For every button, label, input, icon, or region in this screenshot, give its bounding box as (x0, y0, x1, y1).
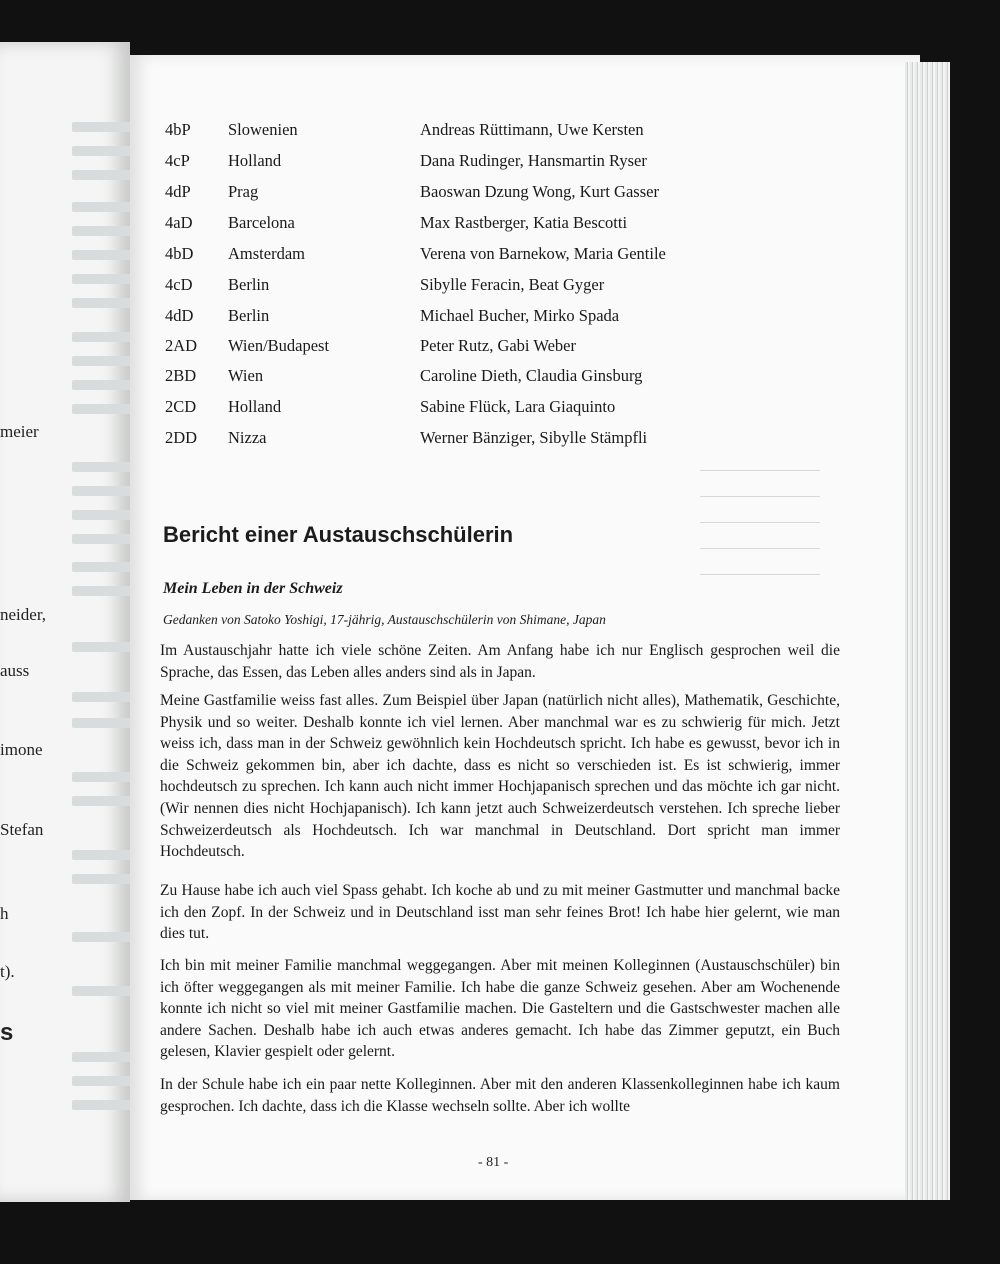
article-subtitle: Mein Leben in der Schweiz (163, 580, 343, 597)
left-page-fragment: t). (0, 962, 15, 981)
article-heading: Bericht einer Austauschschülerin (163, 522, 514, 547)
class-cell: 2CD (165, 397, 197, 416)
article-paragraph: Zu Hause habe ich auch viel Spass gehabt. Ich koche ab und zu mit meiner Gastmutter und manchmal backe ich den Zopf. In der Schweiz und in Deutschland isst man sehr feines Brot! Ich habe hier gelernt, wie man dies tut. (160, 882, 840, 943)
class-cell: 4dD (165, 306, 194, 325)
class-cell: 4bD (165, 244, 194, 263)
table-row (165, 397, 765, 421)
destination-cell: Berlin (228, 306, 270, 325)
destination-cell: Holland (228, 151, 282, 170)
table-row (165, 213, 765, 237)
left-page-fragment: neider, (0, 605, 47, 624)
class-cell: 2DD (165, 428, 198, 447)
page-number: - 81 - (478, 1155, 509, 1170)
teachers-cell: Sabine Flück, Lara Giaquinto (420, 397, 616, 416)
teachers-cell: Andreas Rüttimann, Uwe Kersten (420, 120, 644, 139)
destination-cell: Berlin (228, 275, 270, 294)
left-page-fragment: auss (0, 661, 30, 680)
table-row (165, 428, 765, 452)
teachers-cell: Peter Rutz, Gabi Weber (420, 336, 576, 355)
teachers-cell: Michael Bucher, Mirko Spada (420, 306, 620, 325)
class-cell: 4dP (165, 182, 191, 201)
left-page-fragment: s (0, 1019, 14, 1046)
teachers-cell: Werner Bänziger, Sibylle Stämpfli (420, 428, 648, 447)
teachers-cell: Max Rastberger, Katia Bescotti (420, 213, 628, 232)
destination-cell: Slowenien (228, 120, 298, 139)
table-row (165, 336, 765, 360)
left-page-fragment: Stefan (0, 820, 44, 839)
destination-cell: Wien/Budapest (228, 336, 330, 355)
class-cell: 2BD (165, 366, 197, 385)
destination-cell: Prag (228, 182, 259, 201)
table-row (165, 244, 765, 268)
table-row (165, 182, 765, 206)
article-byline: Gedanken von Satoko Yoshigi, 17-jährig, Austauschschülerin von Shimane, Japan (163, 612, 606, 627)
class-cell: 4cP (165, 151, 190, 170)
article-paragraph: Ich bin mit meiner Familie manchmal weggegangen. Aber mit meinen Kolleginnen (Austauschschüler) bin ich öfter weggegangen als mit meiner Familie. Ich habe die ganze Schweiz gesehen. Aber am Wochenende konnte ich nicht so viel mit meiner Gastfamilie machen. Die Gasteltern und die Gastschwester machen alle andere Sachen. Deshalb habe ich auch etwas anderes gemacht. Ich habe das Zimmer geputzt, ein Buch gelesen, Klavier gespielt oder gelernt. (160, 957, 840, 1061)
teachers-cell: Caroline Dieth, Claudia Ginsburg (420, 366, 643, 385)
table-row (165, 306, 765, 330)
class-cell: 4bP (165, 120, 191, 139)
teachers-cell: Verena von Barnekow, Maria Gentile (420, 244, 666, 263)
destination-cell: Amsterdam (228, 244, 305, 263)
destination-cell: Nizza (228, 428, 267, 447)
teachers-cell: Dana Rudinger, Hansmartin Ryser (420, 151, 647, 170)
class-cell: 4cD (165, 275, 193, 294)
article-paragraph: Im Austauschjahr hatte ich viele schöne Zeiten. Am Anfang habe ich nur Englisch gesprochen weil die Sprache, das Essen, das Leben alles anders sind als in Japan. (160, 642, 840, 681)
table-row (165, 366, 765, 390)
previous-page-edge (0, 42, 130, 1202)
article-paragraph: In der Schule habe ich ein paar nette Kolleginnen. Aber mit den anderen Klassenkolleginnen habe ich kaum gesprochen. Ich dachte, dass ich die Klasse wechseln sollte. Aber ich wollte (160, 1076, 840, 1115)
table-row (165, 120, 765, 144)
left-page-fragment: meier (0, 422, 39, 441)
class-cell: 4aD (165, 213, 193, 232)
teachers-cell: Baoswan Dzung Wong, Kurt Gasser (420, 182, 659, 201)
class-cell: 2AD (165, 336, 198, 355)
page-stack-edge (905, 62, 950, 1200)
left-page-fragment: h (0, 904, 9, 923)
article-paragraph: Meine Gastfamilie weiss fast alles. Zum Beispiel über Japan (natürlich nicht alles), Mathematik, Geschichte, Physik und so weiter. Deshalb konnte ich viel lernen. Aber manchmal war es zu schwierig für mich. Jetzt weiss ich, dass man in der Schweiz gewöhnlich kein Hochdeutsch spricht. Ich habe es gewusst, bevor ich in die Schweiz gekommen bin, aber ich dachte, dass es nicht so verschieden ist. Es ist schwierig, immer hochdeutsch zu sprechen. Ich kann auch nicht immer Hochjapanisch sprechen und das möchte ich gar nicht. (Wir nennen dies nicht Hochjapanisch). Ich kann jetzt auch Schweizerdeutsch verstehen. Ich spreche lieber Schweizerdeutsch als Hochdeutsch. Ich war manchmal in Deutschland. Dort spricht man immer Hochdeutsch. (160, 692, 840, 861)
table-row (165, 275, 765, 299)
teachers-cell: Sibylle Feracin, Beat Gyger (420, 275, 605, 294)
destination-cell: Holland (228, 397, 282, 416)
destination-cell: Wien (228, 366, 264, 385)
table-row (165, 151, 765, 175)
destination-cell: Barcelona (228, 213, 295, 232)
left-page-fragment: imone (0, 740, 43, 759)
